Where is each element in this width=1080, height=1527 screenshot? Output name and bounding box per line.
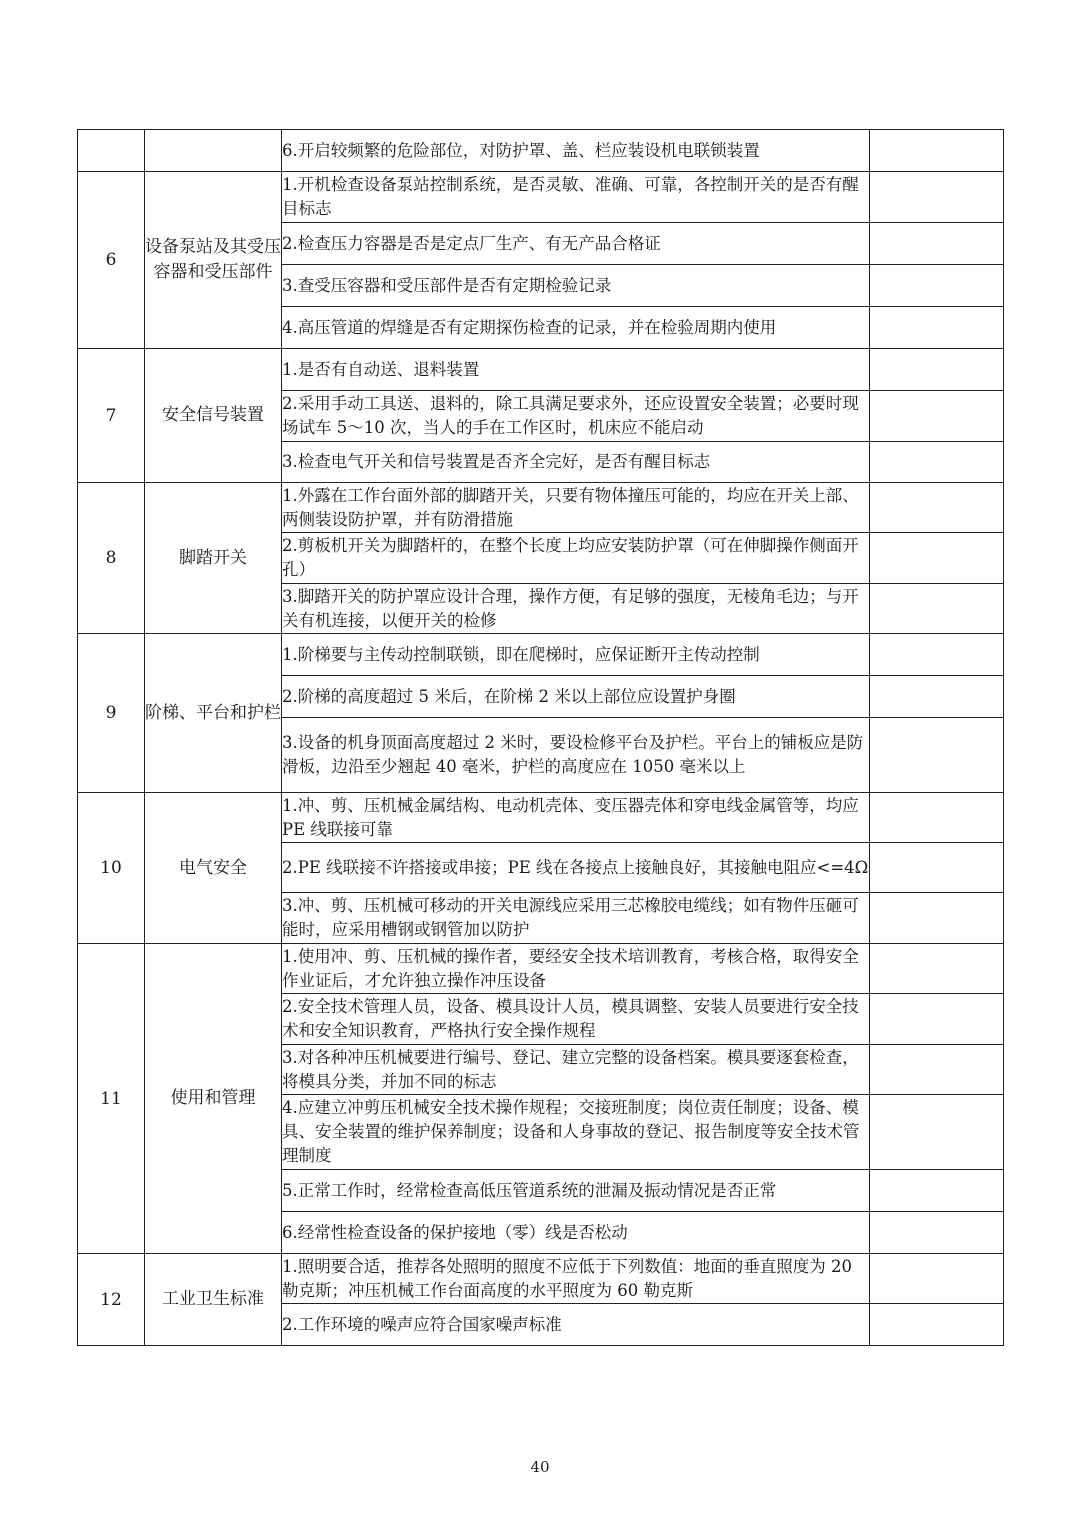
item-number-cell: 7: [78, 349, 145, 483]
page-number: 40: [530, 1458, 550, 1476]
table-row: [78, 172, 1004, 223]
result-cell: [870, 172, 1004, 223]
check-category-cell: 使用和管理: [145, 944, 282, 1254]
result-cell: [870, 634, 1004, 676]
result-cell: [870, 1212, 1004, 1254]
safety-checklist-table: [77, 129, 1004, 1346]
result-cell: [870, 1254, 1004, 1304]
check-item-cell: 4.高压管道的焊缝是否有定期探伤检查的记录，并在检验周期内使用: [282, 307, 870, 349]
check-category-cell: 工业卫生标准: [145, 1254, 282, 1346]
result-cell: [870, 718, 1004, 793]
result-cell: [870, 843, 1004, 893]
check-category-cell: 脚踏开关: [145, 483, 282, 634]
check-item-cell: 2.安全技术管理人员，设备、模具设计人员，模具调整、安装人员要进行安全技术和安全知识教育，严格执行安全操作规程: [282, 994, 870, 1045]
result-cell: [870, 265, 1004, 307]
table-row: [78, 349, 1004, 391]
result-cell: [870, 584, 1004, 634]
result-cell: [870, 130, 1004, 172]
result-cell: [870, 1304, 1004, 1346]
check-item-cell: 3.检查电气开关和信号装置是否齐全完好，是否有醒目标志: [282, 442, 870, 483]
table-row: [78, 634, 1004, 676]
table-row: [78, 793, 1004, 843]
check-category-cell: 安全信号装置: [145, 349, 282, 483]
result-cell: [870, 442, 1004, 483]
check-item-cell: 2.工作环境的噪声应符合国家噪声标准: [282, 1304, 870, 1346]
check-item-cell: 1.阶梯要与主传动控制联锁，即在爬梯时，应保证断开主传动控制: [282, 634, 870, 676]
check-item-cell: 2.采用手动工具送、退料的，除工具满足要求外，还应设置安全装置；必要时现场试车 5～10 次，当人的手在工作区时，机床应不能启动: [282, 391, 870, 442]
item-number-cell: 9: [78, 634, 145, 793]
result-cell: [870, 391, 1004, 442]
check-item-cell: 3.查受压容器和受压部件是否有定期检验记录: [282, 265, 870, 307]
table-row: [78, 1254, 1004, 1304]
table-body: [78, 130, 1004, 1346]
item-number-cell: 10: [78, 793, 145, 944]
table-row: [78, 483, 1004, 533]
result-cell: [870, 349, 1004, 391]
check-item-cell: 1.使用冲、剪、压机械的操作者，要经安全技术培训教育，考核合格，取得安全作业证后，才允许独立操作冲压设备: [282, 944, 870, 994]
check-item-cell: 2.剪板机开关为脚踏杆的，在整个长度上均应安装防护罩（可在伸脚操作侧面开孔）: [282, 533, 870, 584]
result-cell: [870, 223, 1004, 265]
result-cell: [870, 893, 1004, 944]
check-item-cell: 1.外露在工作台面外部的脚踏开关，只要有物体撞压可能的，均应在开关上部、两侧装设防护罩，并有防滑措施: [282, 483, 870, 533]
result-cell: [870, 676, 1004, 718]
check-item-cell: 2.检查压力容器是否是定点厂生产、有无产品合格证: [282, 223, 870, 265]
check-item-cell: 1.是否有自动送、退料装置: [282, 349, 870, 391]
check-category-cell: 阶梯、平台和护栏: [145, 634, 282, 793]
check-item-cell: 2.PE 线联接不许搭接或串接；PE 线在各接点上接触良好，其接触电阻应<=4Ω: [282, 843, 870, 893]
result-cell: [870, 944, 1004, 994]
item-number-cell: 12: [78, 1254, 145, 1346]
item-number-cell: 6: [78, 172, 145, 349]
check-category-cell: 设备泵站及其受压容器和受压部件: [145, 172, 282, 349]
check-item-cell: 1.冲、剪、压机械金属结构、电动机壳体、变压器壳体和穿电线金属管等，均应 PE 线联接可靠: [282, 793, 870, 843]
check-item-cell: 4.应建立冲剪压机械安全技术操作规程；交接班制度；岗位责任制度；设备、模具、安全装置的维护保养制度；设备和人身事故的登记、报告制度等安全技术管理制度: [282, 1095, 870, 1170]
check-item-cell: 5.正常工作时，经常检查高低压管道系统的泄漏及振动情况是否正常: [282, 1170, 870, 1212]
check-item-cell: 3.设备的机身顶面高度超过 2 米时，要设检修平台及护栏。平台上的铺板应是防滑板，边沿至少翘起 40 毫米，护栏的高度应在 1050 毫米以上: [282, 718, 870, 793]
result-cell: [870, 994, 1004, 1045]
table-row: [78, 130, 1004, 172]
table-row: [78, 944, 1004, 994]
check-category-cell: [145, 130, 282, 172]
check-item-cell: 2.阶梯的高度超过 5 米后，在阶梯 2 米以上部位应设置护身圈: [282, 676, 870, 718]
item-number-cell: [78, 130, 145, 172]
check-category-cell: 电气安全: [145, 793, 282, 944]
result-cell: [870, 1170, 1004, 1212]
check-item-cell: 3.对各种冲压机械要进行编号、登记、建立完整的设备档案。模具要逐套检查，将模具分类，并加不同的标志: [282, 1045, 870, 1095]
check-item-cell: 6.经常性检查设备的保护接地（零）线是否松动: [282, 1212, 870, 1254]
result-cell: [870, 1095, 1004, 1170]
check-item-cell: 3.冲、剪、压机械可移动的开关电源线应采用三芯橡胶电缆线；如有物件压砸可能时，应采用槽钢或钢管加以防护: [282, 893, 870, 944]
result-cell: [870, 793, 1004, 843]
check-item-cell: 6.开启较频繁的危险部位，对防护罩、盖、栏应装设机电联锁装置: [282, 130, 870, 172]
result-cell: [870, 483, 1004, 533]
item-number-cell: 8: [78, 483, 145, 634]
check-item-cell: 3.脚踏开关的防护罩应设计合理，操作方便，有足够的强度，无棱角毛边；与开关有机连接，以便开关的检修: [282, 584, 870, 634]
result-cell: [870, 1045, 1004, 1095]
check-item-cell: 1.开机检查设备泵站控制系统，是否灵敏、准确、可靠，各控制开关的是否有醒目标志: [282, 172, 870, 223]
check-item-cell: 1.照明要合适，推荐各处照明的照度不应低于下列数值：地面的垂直照度为 20 勒克斯；冲压机械工作台面高度的水平照度为 60 勒克斯: [282, 1254, 870, 1304]
result-cell: [870, 307, 1004, 349]
item-number-cell: 11: [78, 944, 145, 1254]
result-cell: [870, 533, 1004, 584]
